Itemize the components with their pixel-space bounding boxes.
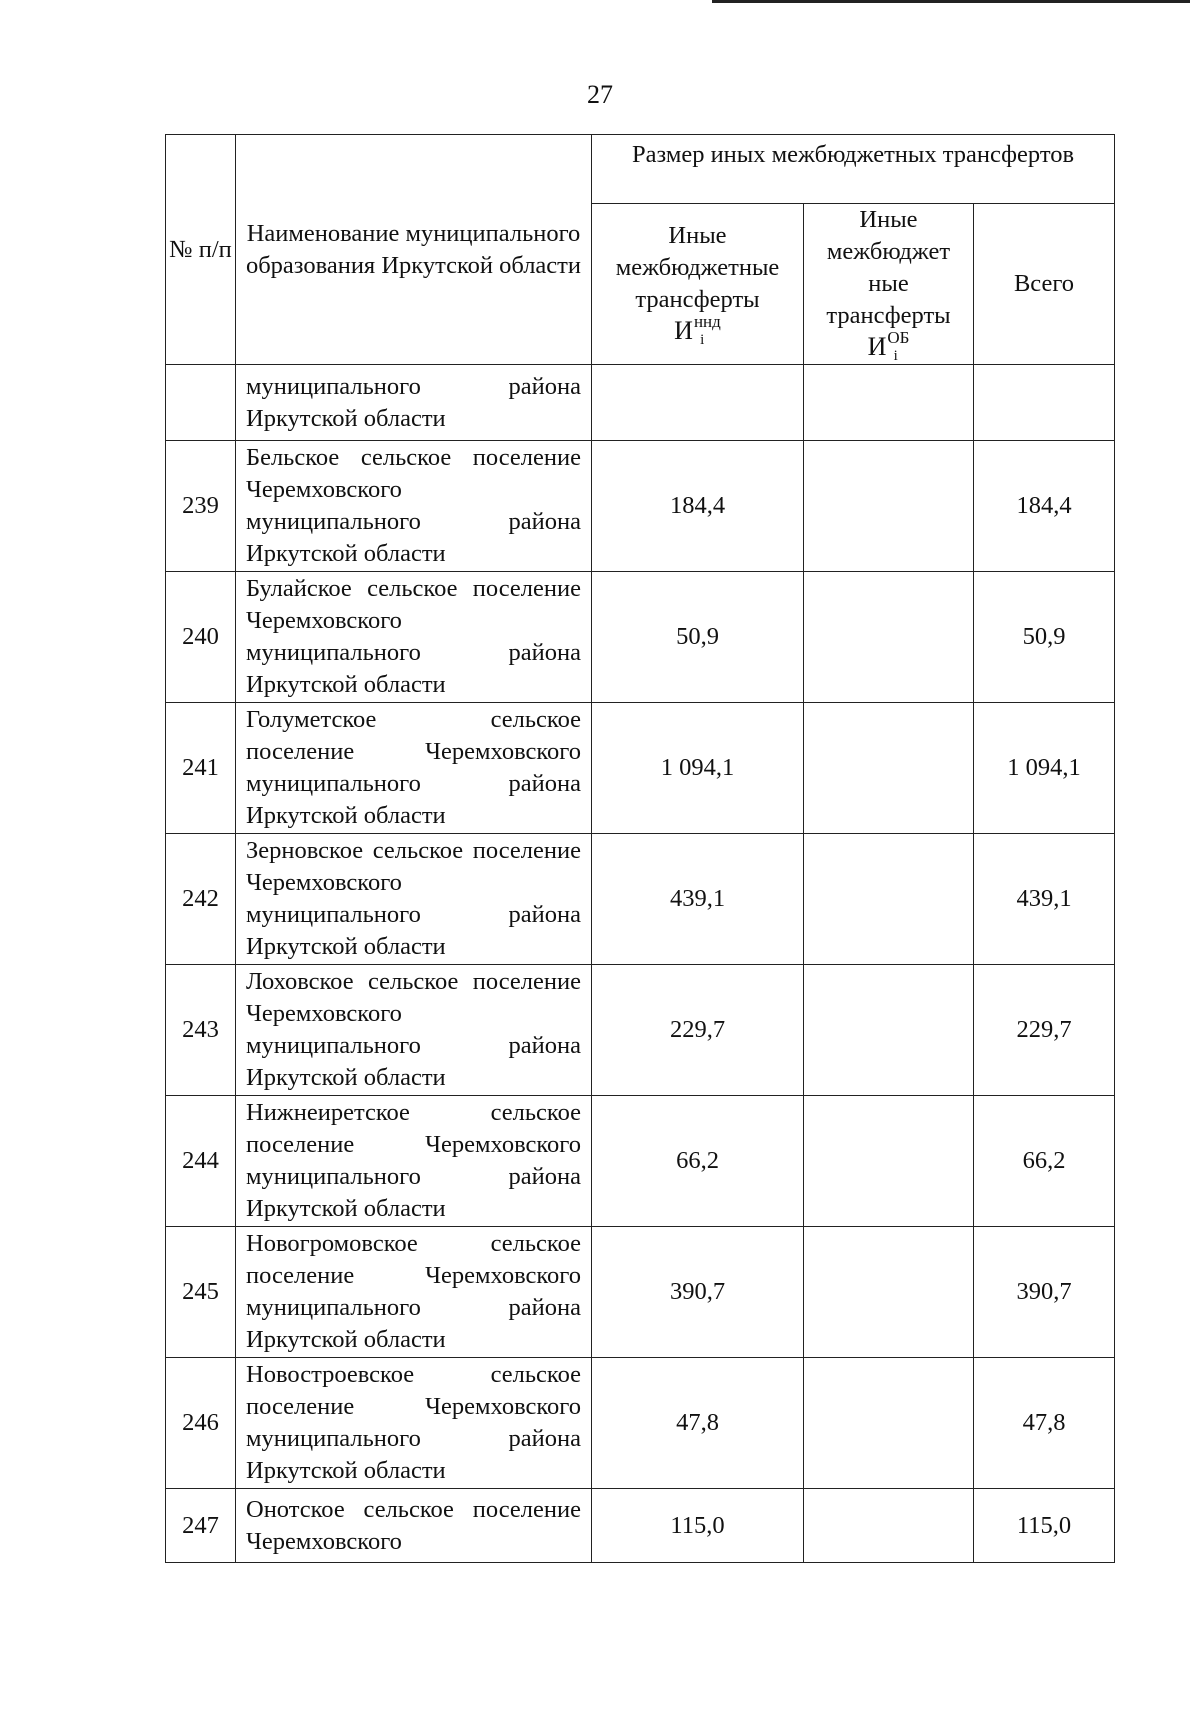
table-row [166,703,1115,834]
row-num [166,365,236,441]
row-value-a: 1 094,1 [592,703,804,834]
header-col-a-symbol: $И^{ннд}$ i [674,312,721,348]
row-value-b [804,441,974,572]
row-value-b [804,1096,974,1227]
row-value-a: 66,2 [592,1096,804,1227]
table-row [166,365,1115,441]
row-num: 246 [166,1358,236,1489]
row-value-b [804,572,974,703]
row-num: 245 [166,1227,236,1358]
header-col-c [974,204,1115,365]
row-value-b [804,965,974,1096]
row-name: Булайское сельское поселение Черемховского муниципального района Иркутской области [236,572,592,703]
transfers-table [165,134,1115,1563]
row-value-a: 439,1 [592,834,804,965]
row-value-total: 229,7 [974,965,1115,1096]
row-value-a: 184,4 [592,441,804,572]
header-group-text: Размер иных межбюджетных трансфертов [631,141,1075,168]
row-value-a [592,365,804,441]
header-name [236,135,592,365]
row-value-total: 47,8 [974,1358,1115,1489]
table-row [166,1489,1115,1563]
row-num: 244 [166,1096,236,1227]
row-num: 241 [166,703,236,834]
header-name-text: Наименование муниципального образования Иркутской области [245,219,582,279]
row-value-total: 1 094,1 [974,703,1115,834]
row-value-total: 184,4 [974,441,1115,572]
table-body [166,365,1115,1563]
row-value-b [804,703,974,834]
row-name: Зерновское сельское поселение Черемховского муниципального района Иркутской области [236,834,592,965]
row-num: 240 [166,572,236,703]
header-num-text: № п/п [169,235,232,263]
header-col-c-label: Всего [1013,270,1075,297]
row-value-b [804,1489,974,1563]
row-num: 239 [166,441,236,572]
header-group [592,135,1115,204]
row-name: Нижнеиретское сельское поселение Черемховского муниципального района Иркутской области [236,1096,592,1227]
row-name: Бельское сельское поселение Черемховского муниципального района Иркутской области [236,441,592,572]
row-value-a: 229,7 [592,965,804,1096]
row-value-total: 66,2 [974,1096,1115,1227]
row-value-a: 390,7 [592,1227,804,1358]
row-name: Новостроевское сельское поселение Черемховского муниципального района Иркутской области [236,1358,592,1489]
row-name: муниципального района Иркутской области [236,365,592,441]
row-value-total: 390,7 [974,1227,1115,1358]
row-value-total: 439,1 [974,834,1115,965]
table-row [166,1358,1115,1489]
table-row [166,572,1115,703]
row-name: Лоховское сельское поселение Черемховского муниципального района Иркутской области [236,965,592,1096]
row-value-a: 50,9 [592,572,804,703]
row-name: Новогромовское сельское поселение Черемховского муниципального района Иркутской области [236,1227,592,1358]
row-value-a: 115,0 [592,1489,804,1563]
row-num: 242 [166,834,236,965]
table-row [166,1096,1115,1227]
row-num: 243 [166,965,236,1096]
header-col-b [804,204,974,365]
row-value-total: 115,0 [974,1489,1115,1563]
table-row [166,1227,1115,1358]
row-name: Онотское сельское поселение Черемховского [236,1489,592,1563]
row-name: Голуметское сельское поселение Черемховского муниципального района Иркутской области [236,703,592,834]
table-header [166,135,1115,365]
header-col-a-label: Иные межбюджетные трансферты [615,222,780,313]
row-num: 247 [166,1489,236,1563]
table-row [166,441,1115,572]
header-rule [712,0,1190,3]
header-num [166,135,236,365]
header-col-a [592,204,804,365]
table-row [166,965,1115,1096]
row-value-total: 50,9 [974,572,1115,703]
row-value-b [804,834,974,965]
row-value-b [804,1358,974,1489]
row-value-b [804,365,974,441]
row-value-total [974,365,1115,441]
page-number: 27 [587,80,613,109]
header-col-b-label: Иные межбюджет ные трансферты [826,206,951,329]
table-row [166,834,1115,965]
header-col-b-symbol: $И^{ОБ}$ i [867,328,910,364]
row-value-b [804,1227,974,1358]
row-value-a: 47,8 [592,1358,804,1489]
